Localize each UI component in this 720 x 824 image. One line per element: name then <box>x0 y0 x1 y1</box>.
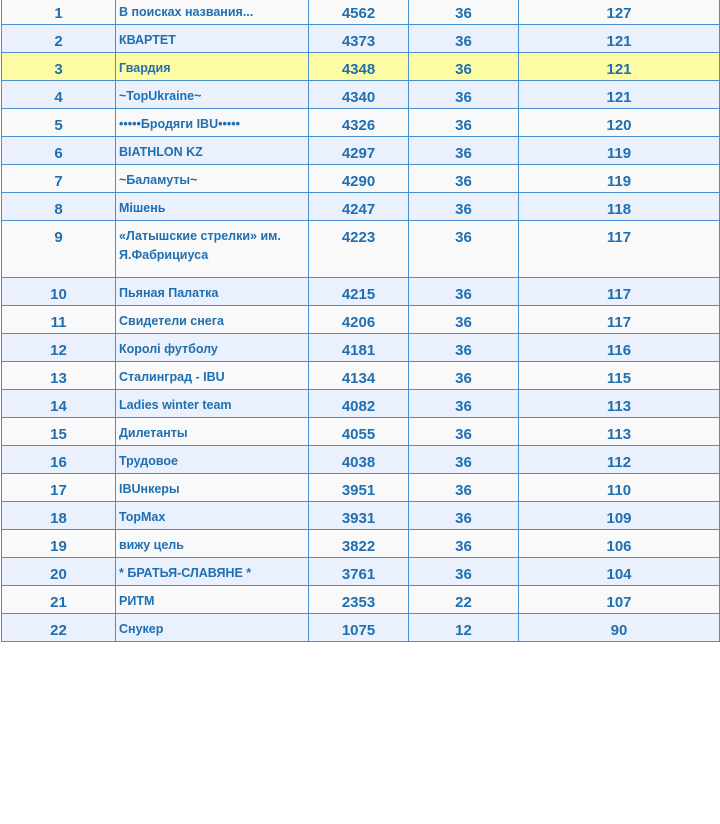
points-cell: 3761 <box>309 558 409 586</box>
table-row <box>2 586 720 614</box>
rank-cell: 11 <box>2 306 116 334</box>
games-cell: 12 <box>409 614 519 642</box>
points-cell: 4038 <box>309 446 409 474</box>
team-name-link[interactable]: Мішень <box>116 193 309 221</box>
score-cell: 120 <box>519 109 720 137</box>
points-cell: 4134 <box>309 362 409 390</box>
team-name-link[interactable]: Дилетанты <box>116 418 309 446</box>
team-name-link[interactable]: Сталинград - IBU <box>116 362 309 390</box>
rank-cell: 7 <box>2 165 116 193</box>
rank-cell: 16 <box>2 446 116 474</box>
games-cell: 36 <box>409 418 519 446</box>
rank-cell: 22 <box>2 614 116 642</box>
games-cell: 36 <box>409 334 519 362</box>
table-row <box>2 558 720 586</box>
games-cell: 36 <box>409 25 519 53</box>
score-cell: 118 <box>519 193 720 221</box>
table-row <box>2 25 720 53</box>
games-cell: 36 <box>409 165 519 193</box>
table-row <box>2 474 720 502</box>
table-row <box>2 278 720 306</box>
rank-cell: 12 <box>2 334 116 362</box>
points-cell: 1075 <box>309 614 409 642</box>
team-name-link[interactable]: РИТМ <box>116 586 309 614</box>
team-name-link[interactable]: •••••Бродяги IBU••••• <box>116 109 309 137</box>
table-row <box>2 109 720 137</box>
score-cell: 117 <box>519 278 720 306</box>
games-cell: 36 <box>409 81 519 109</box>
games-cell: 36 <box>409 306 519 334</box>
table-row <box>2 614 720 642</box>
games-cell: 36 <box>409 193 519 221</box>
points-cell: 3951 <box>309 474 409 502</box>
games-cell: 36 <box>409 530 519 558</box>
games-cell: 36 <box>409 446 519 474</box>
team-name-link[interactable]: Пьяная Палатка <box>116 278 309 306</box>
points-cell: 4181 <box>309 334 409 362</box>
points-cell: 4082 <box>309 390 409 418</box>
points-cell: 4223 <box>309 221 409 278</box>
score-cell: 110 <box>519 474 720 502</box>
team-name-link[interactable]: TopMax <box>116 502 309 530</box>
team-name-link[interactable]: ~Баламуты~ <box>116 165 309 193</box>
points-cell: 3931 <box>309 502 409 530</box>
team-name-link[interactable]: «Латышские стрелки» им. Я.Фабрициуса <box>116 221 309 278</box>
table-row <box>2 362 720 390</box>
games-cell: 36 <box>409 390 519 418</box>
score-cell: 113 <box>519 418 720 446</box>
score-cell: 90 <box>519 614 720 642</box>
games-cell: 36 <box>409 362 519 390</box>
team-name-link[interactable]: Свидетели снега <box>116 306 309 334</box>
team-name-link[interactable]: В поисках названия... <box>116 0 309 25</box>
points-cell: 3822 <box>309 530 409 558</box>
score-cell: 104 <box>519 558 720 586</box>
score-cell: 112 <box>519 446 720 474</box>
score-cell: 116 <box>519 334 720 362</box>
table-row <box>2 334 720 362</box>
table-row <box>2 418 720 446</box>
rank-cell: 2 <box>2 25 116 53</box>
rank-cell: 8 <box>2 193 116 221</box>
points-cell: 4562 <box>309 0 409 25</box>
team-name-link[interactable]: Королі футболу <box>116 334 309 362</box>
rank-cell: 19 <box>2 530 116 558</box>
score-cell: 117 <box>519 221 720 278</box>
games-cell: 36 <box>409 558 519 586</box>
games-cell: 36 <box>409 53 519 81</box>
table-row <box>2 165 720 193</box>
score-cell: 113 <box>519 390 720 418</box>
points-cell: 4297 <box>309 137 409 165</box>
score-cell: 119 <box>519 137 720 165</box>
team-name-link[interactable]: Снукер <box>116 614 309 642</box>
score-cell: 109 <box>519 502 720 530</box>
rank-cell: 21 <box>2 586 116 614</box>
score-cell: 107 <box>519 586 720 614</box>
points-cell: 4247 <box>309 193 409 221</box>
standings-table <box>1 0 720 642</box>
score-cell: 121 <box>519 81 720 109</box>
rank-cell: 1 <box>2 0 116 25</box>
team-name-link[interactable]: Гвардия <box>116 53 309 81</box>
score-cell: 117 <box>519 306 720 334</box>
games-cell: 36 <box>409 0 519 25</box>
rank-cell: 6 <box>2 137 116 165</box>
team-name-link[interactable]: Ladies winter team <box>116 390 309 418</box>
table-row <box>2 530 720 558</box>
games-cell: 36 <box>409 221 519 278</box>
score-cell: 121 <box>519 25 720 53</box>
points-cell: 4348 <box>309 53 409 81</box>
rank-cell: 10 <box>2 278 116 306</box>
games-cell: 36 <box>409 502 519 530</box>
team-name-link[interactable]: IBUнкеры <box>116 474 309 502</box>
team-name-link[interactable]: * БРАТЬЯ-СЛАВЯНЕ * <box>116 558 309 586</box>
games-cell: 36 <box>409 474 519 502</box>
rank-cell: 4 <box>2 81 116 109</box>
table-row <box>2 0 720 25</box>
rank-cell: 9 <box>2 221 116 278</box>
table-row <box>2 390 720 418</box>
points-cell: 4206 <box>309 306 409 334</box>
table-row <box>2 193 720 221</box>
games-cell: 36 <box>409 278 519 306</box>
points-cell: 4373 <box>309 25 409 53</box>
score-cell: 106 <box>519 530 720 558</box>
rank-cell: 17 <box>2 474 116 502</box>
table-row <box>2 81 720 109</box>
team-name-link[interactable]: КВАРТЕТ <box>116 25 309 53</box>
score-cell: 119 <box>519 165 720 193</box>
team-name-link[interactable]: ~TopUkraine~ <box>116 81 309 109</box>
table-row <box>2 446 720 474</box>
table-row <box>2 53 720 81</box>
games-cell: 36 <box>409 109 519 137</box>
points-cell: 4290 <box>309 165 409 193</box>
table-row <box>2 502 720 530</box>
games-cell: 36 <box>409 137 519 165</box>
table-row <box>2 306 720 334</box>
score-cell: 127 <box>519 0 720 25</box>
rank-cell: 3 <box>2 53 116 81</box>
rank-cell: 18 <box>2 502 116 530</box>
points-cell: 4215 <box>309 278 409 306</box>
team-name-link[interactable]: Трудовое <box>116 446 309 474</box>
table-row <box>2 137 720 165</box>
rank-cell: 20 <box>2 558 116 586</box>
rank-cell: 13 <box>2 362 116 390</box>
rank-cell: 14 <box>2 390 116 418</box>
points-cell: 4326 <box>309 109 409 137</box>
points-cell: 4340 <box>309 81 409 109</box>
team-name-link[interactable]: BIATHLON KZ <box>116 137 309 165</box>
rank-cell: 5 <box>2 109 116 137</box>
points-cell: 4055 <box>309 418 409 446</box>
games-cell: 22 <box>409 586 519 614</box>
table-row <box>2 221 720 278</box>
score-cell: 121 <box>519 53 720 81</box>
score-cell: 115 <box>519 362 720 390</box>
points-cell: 2353 <box>309 586 409 614</box>
team-name-link[interactable]: вижу цель <box>116 530 309 558</box>
standings-body <box>2 0 720 642</box>
rank-cell: 15 <box>2 418 116 446</box>
